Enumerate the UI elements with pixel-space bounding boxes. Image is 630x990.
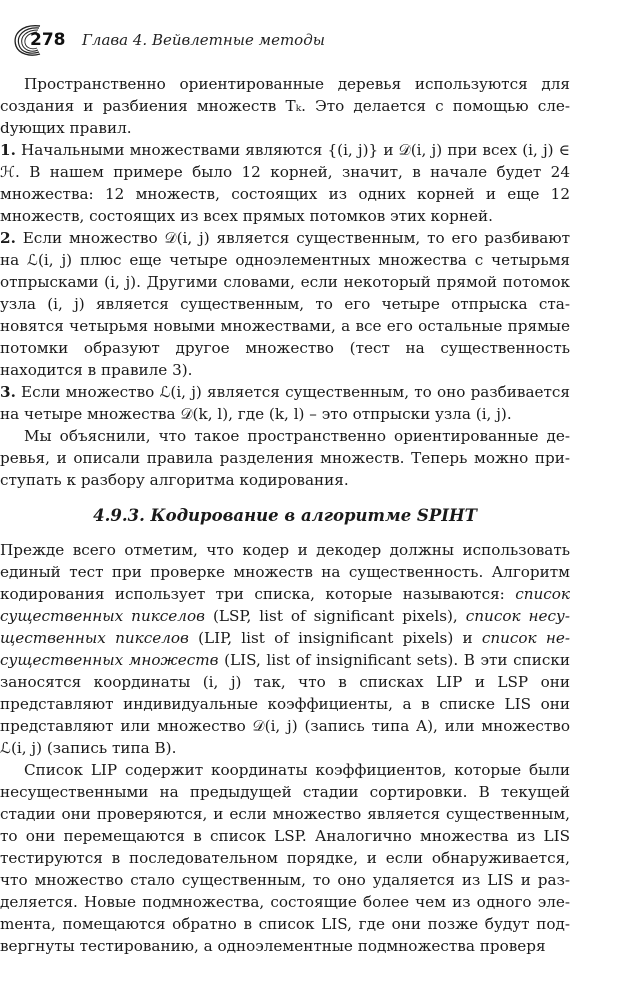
rule-1: [0, 139, 570, 227]
page-number: 278: [30, 30, 66, 50]
page-body: [0, 73, 630, 957]
paragraph-lists-part-c: (LIP, list of insignificant pixels) и: [188, 629, 482, 647]
rule-2-text: Если множество 𝒟(i, j) является существенным, то его разбивают на ℒ(i, j) плюс еще четыре одноэлементных множества с четырьмя отпрысками (i, j). Другими словами, если некоторый прямой потомок узла (i, j) является существенным, то его четыре отпрыска становятся четырьмя новыми множествами, а все его остальные прямые потомки образуют другое множество (тест на существенность находится в правиле 3).: [0, 229, 570, 379]
rule-2-number: 2.: [0, 229, 16, 247]
rule-2: [0, 227, 570, 381]
rule-1-text: Начальными множествами являются {(i, j)} и 𝒟(i, j) при всех (i, j) ∈ ℋ. В нашем примере было 12 корней, значит, в начале будет 24 множества: 12 множеств, состоящих из одних корней и еще 12 множеств, состоящих из всех прямых потомков этих корней.: [0, 141, 570, 225]
page-number-badge: [10, 22, 66, 58]
paragraph-intro: Пространственно ориентированные деревья используются для создания и разбиения множеств Tₖ. Это делается с помощью слеdующих правил.: [0, 75, 570, 137]
term-lis: список несущественных множеств: [0, 629, 570, 669]
paragraph-lists-part-b: (LSP, list of significant pixels),: [204, 607, 466, 625]
term-lsp: список существенных пикселов: [0, 585, 570, 625]
section-heading: 4.9.3. Кодирование в алгоритме SPIHT: [93, 506, 477, 525]
paragraph-lists-part-a: Прежде всего отметим, что кодер и декодер должны использовать единый тест при проверке множеств на существенность. Алгоритм кодирования использует три списка, которые называются:: [0, 541, 570, 603]
rule-1-number: 1.: [0, 141, 16, 159]
rule-3: [0, 381, 570, 425]
paragraph-lists: [0, 539, 570, 759]
page-header: [10, 22, 570, 58]
rule-3-text: Если множество ℒ(i, j) является существенным, то оно разбивается на четыре множества 𝒟(k, l), где (k, l) – это отпрыски узла (i, j).: [0, 383, 570, 423]
term-lip: список несущественных пикселов: [0, 607, 570, 647]
paragraph-lip: Список LIP содержит координаты коэффициентов, которые были несущественными на предыдущей стадии сортировки. В текущей стадии они проверяются, и если множество является существенным, то они перемещаются в список LSP. Аналогично множества из LIS тестируются в последовательном порядке, и если обнаруживается, что множество стало существенным, то оно удаляется из LIS и разделяется. Новые подмножества, состоящие более чем из одного элеmента, помещаются обратно в список LIS, где они позже будут подвергнуты тестированию, а одноэлементные подмножества проверя: [0, 761, 570, 955]
paragraph-summary: Мы объяснили, что такое пространственно ориентированные деревья, и описали правила разделения множеств. Теперь можно приступать к разбору алгоритма кодирования.: [0, 427, 570, 489]
rule-3-number: 3.: [0, 383, 16, 401]
running-head: Глава 4. Вейвлетные методы: [82, 31, 325, 49]
paragraph-lists-part-d: (LIS, list of insignificant sets). В эти списки заносятся координаты (i, j) так, что в списках LIP и LSP они представляют индивидуальные коэффициенты, а в списке LIS они представляют или множество 𝒟(i, j) (запись типа A), или множество ℒ(i, j) (запись типа B).: [0, 651, 571, 757]
